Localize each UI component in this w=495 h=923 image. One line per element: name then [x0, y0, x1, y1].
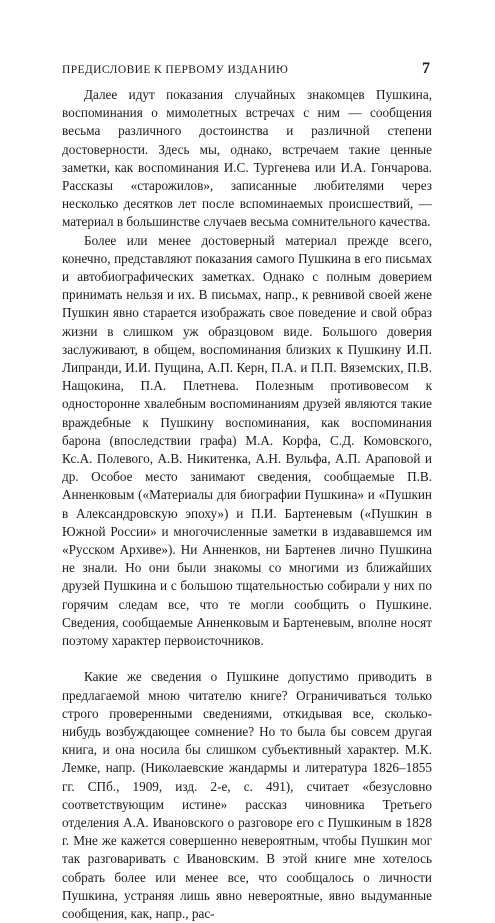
paragraph-3: Какие же сведения о Пушкине допустимо приводить в предлагаемой мною читателю книге? Ограничиваться только строго проверенными сведениями, откидывая все, сколько-нибудь возбуждающее сомнение? Но то была бы совсем другая книга, и она носила бы слишком субъективный характер. М.К. Лемке, напр. (Николаевские жандармы и литература 1826–1855 гг. СПб., 1909, изд. 2-е, с. 491), считает «безусловно соответствующим истине» рассказ чиновника Третьего отделения А.А. Ивановского о разговоре его с Пушкиным в 1828 г. Мне же кажется совершенно невероятным, чтобы Пушкин мог так разговаривать с Ивановским. В этой книге мне хотелось собрать более или менее все, что сообщалось о личности Пушкина, устраняя лишь явно невероятные, явно выдуманные сообщения, как, напр., рас- [62, 669, 432, 921]
body-text [62, 86, 432, 923]
paragraph-2: Более или менее достоверный материал прежде всего, конечно, представляют показания самого Пушкина в его письмах и автобиографических заметках. Однако с полным доверием принимать нельзя и их. В письмах, напр., к ревнивой своей жене Пушкин явно старается изображать свое поведение и свой образ жизни в слишком уж образцовом виде. Большого доверия заслуживают, в общем, воспоминания близких к Пушкину И.П. Липранди, И.И. Пущина, А.П. Керн, П.А. и П.П. Вяземских, П.В. Нащокина, П.А. Плетнева. Полезным противовесом к односторонне хвалебным воспоминаниям друзей являются такие враждебные к Пушкину воспоминания, как воспоминания барона (впоследствии графа) М.А. Корфа, С.Д. Комовского, Кс.А. Полевого, А.В. Никитенка, А.Н. Вульфа, А.П. Араповой и др. Особое место занимают сведения, сообщаемые П.В. Анненковым («Материалы для биографии Пушкина» и «Пушкин в Александровскую эпоху») и П.И. Бартеневым («Пушкин в Южной России» и многочисленные заметки в издававшемся им «Русском Архиве»). Ни Анненков, ни Бартенев лично Пушкина не знали. Но они были знакомы со многими из ближайших друзей Пушкина и с большою тщательностью собирали у них по горячим следам все, что те могли сообщить о Пушкине. Сведения, сообщаемые Анненковым и Бартеневым, вполне носят поэтому характер первоисточников. [62, 232, 432, 649]
page-number: 7 [422, 60, 430, 77]
running-title: ПРЕДИСЛОВИЕ К ПЕРВОМУ ИЗДАНИЮ [62, 64, 289, 76]
running-head [62, 60, 430, 78]
paragraph-1: Далее идут показания случайных знакомцев Пушкина, воспоминания о мимолетных встречах с ним — сообщения весьма различного достоинства и различной степени достоверности. Здесь мы, однако, встречаем такие ценные заметки, как воспоминания И.С. Тургенева или И.А. Гончарова. Рассказы «старожилов», записанные любителями через несколько десятков лет после вспоминаемых происшествий, — материал в большинстве случаев весьма сомнительного качества. [62, 87, 432, 230]
